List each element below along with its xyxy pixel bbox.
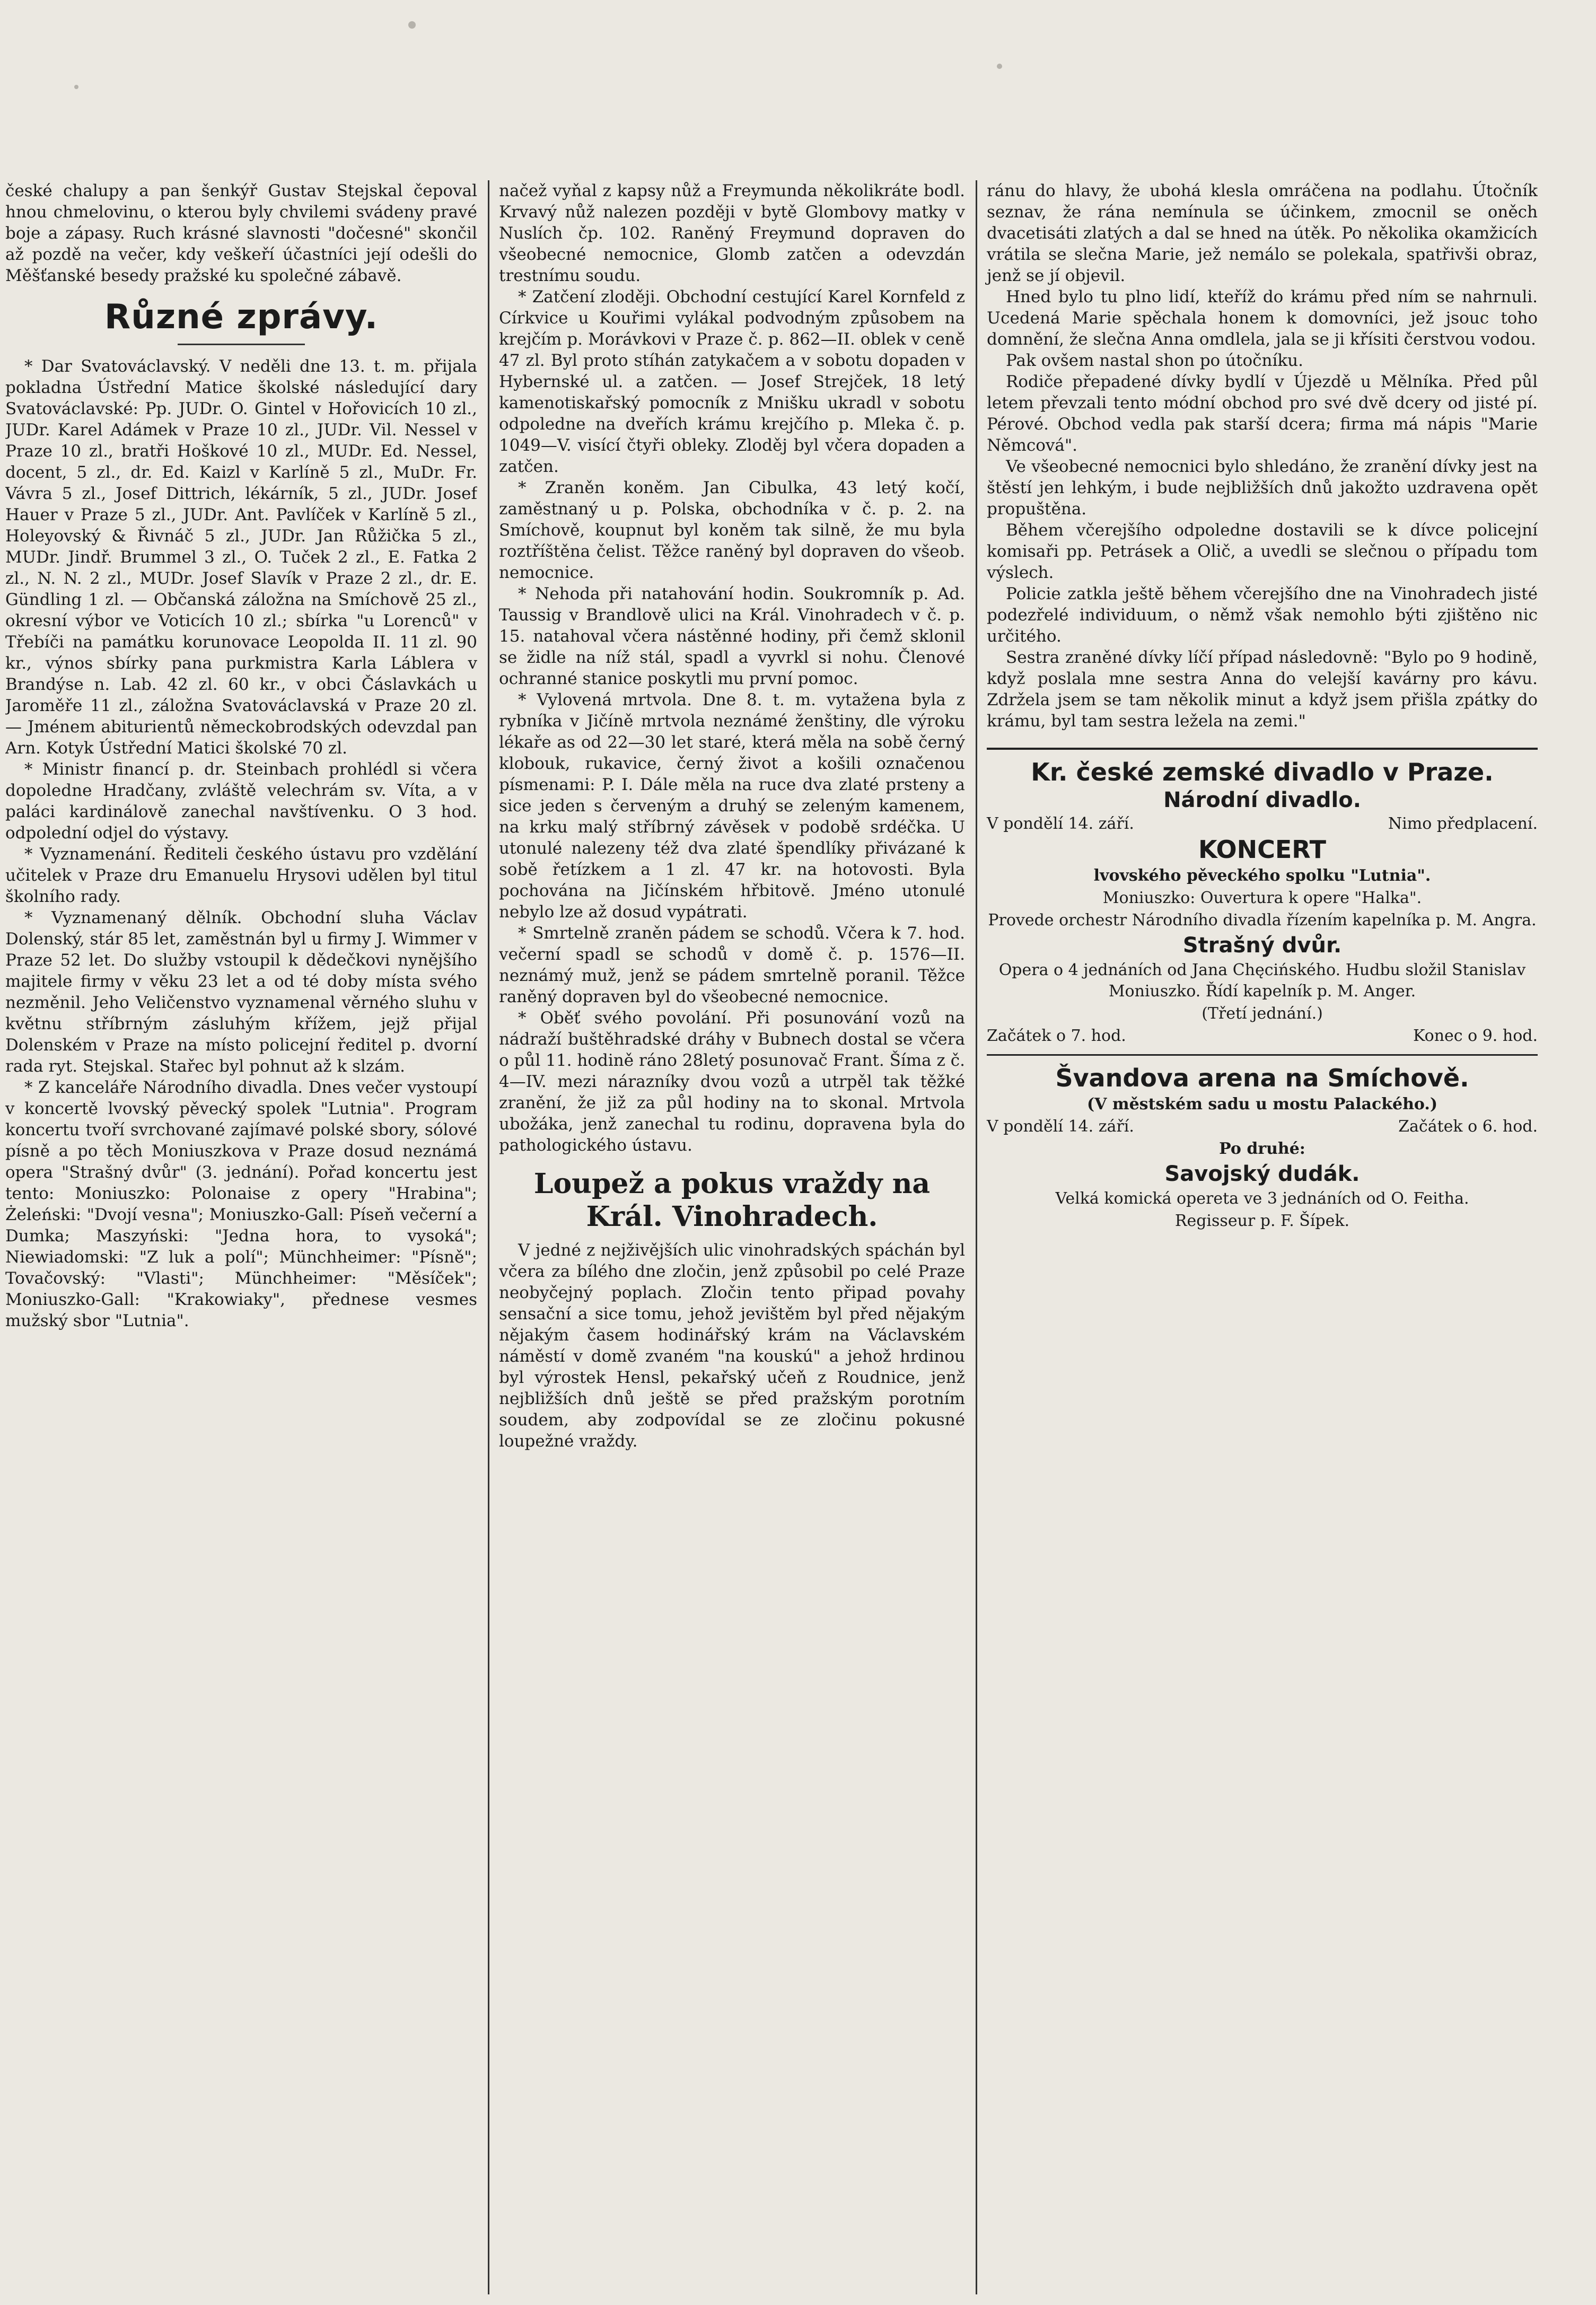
intro-text: načež vyňal z kapsy nůž a Freymunda několikráte bodl. Krvavý nůž nalezen později v bytě Glombovy matky v Nuslích čp. 102. Raněný Freymund dopraven do všeobecné nemocnice, Glomb zatčen a odevzdán trestnímu soudu. xyxy=(499,181,965,285)
concert-line: Moniuszko: Ouvertura k opere "Halka". xyxy=(1102,889,1422,907)
theatre-advertisement xyxy=(987,748,1538,1232)
date-left: V pondělí 14. září. xyxy=(987,814,1134,833)
concert-subtitle: lvovského pěveckého spolku "Lutnia". xyxy=(1093,866,1431,885)
story-text: V jedné z nejživějších ulic vinohradských spáchán byl včera za bílého dne zločin, jenž způsobil po celé Praze neobyčejný poplach. Zločin tento připad povahy sensační a sice tomu, jehož jevištěm byl před nějakým nějakým časem hodinářský krám na Václavském náměstí v domě zvaném "na kouskú" a jehož hrdinou byl výrostek Hensl, pekařský učeň z Roudnice, jenž nejbližších dnů ještě se před pražským porotním soudem, aby zodpovídal se ze zločinu pokusné loupežné vraždy. xyxy=(499,1241,965,1451)
theatre-title: Kr. české zemské divadlo v Praze. xyxy=(1031,758,1494,786)
date-row xyxy=(987,813,1538,835)
start-left: Začátek o 7. hod. xyxy=(987,1027,1126,1045)
news-item: * Dar Svatováclavský. V neděli dne 13. t. m. přijala pokladna Ústřední Matice školské následující dary Svatováclavské: Pp. JUDr. O. Gintel v Hořovicích 10 zl., JUDr. Karel Adámek v Praze 10 zl., JUDr. Vil. Nessel v Praze 10 zl., bratři Hoškové 10 zl., MUDr. Ed. Nessel, docent, 5 zl., dr. Ed. Kaizl v Karlíně 5 zl., MuDr. Fr. Vávra 5 zl., Josef Dittrich, lékárník, 5 zl., JUDr. Josef Hauer v Praze 5 zl., JUDr. Ant. Pavlíček v Karlíně 5 zl., Holeyovský & Řivnáč 5 zl., JUDr. Jan Růžička 5 zl., MUDr. Jindř. Brummel 3 zl., O. Tuček 2 zl., E. Fatka 2 zl., N. N. 2 zl., MUDr. Josef Slavík v Praze 2 zl., dr. E. Gündling 1 zl. — Občanská záložna na Smíchově 25 zl., okresní výbor ve Voticích 10 zl.; sbírka "u Lorenců" v Třebíči na památku korunovace Leopolda II. 11 zl. 90 kr., výnos sbírky pana purkmistra Karla Láblera v Brandýse n. Lab. 42 zl. 60 kr., v obci Čáslavkách u Jaroměře 11 zl., záložna Svatováclavská v Praze 20 zl. — Jménem abiturientů německobrodských odevzdal pan Arn. Kotyk Ústřední Matici školské 70 zl. xyxy=(5,357,477,758)
intro-text: české chalupy a pan šenkýř Gustav Stejskal čepoval hnou chmelovinu, o kterou byly chvilemi svádeny pravé boje a zápasy. Ruch krásné slavnosti "dočesné" skončil až pozdě na večer, kdy veškeří účastníci její odešli do Měšťanské besedy pražské ku společné zábavě. xyxy=(5,181,477,285)
arena-date-left: V pondělí 14. září. xyxy=(987,1117,1134,1136)
start-right: Konec o 9. hod. xyxy=(1413,1027,1538,1045)
paper-speck xyxy=(408,21,416,29)
paper-speck xyxy=(997,64,1002,69)
arena-description: Velká komická opereta ve 3 jednáních od O. Feitha. xyxy=(1055,1189,1469,1208)
arena-director: Regisseur p. F. Šípek. xyxy=(1174,1212,1350,1230)
intro-text: ránu do hlavy, že ubohá klesla omráčena na podlahu. Útočník seznav, že rána nemínula se účinkem, zmocnil se oněch dvacetisáti zlatých a dal se hned na útěk. Po několika okamžicích vrátila se slečna Marie, jež nemálo se polekala, spatřivši obraz, jenž se jí objevil. xyxy=(987,181,1538,285)
story-heading: Loupež a pokus vraždy na Král. Vinohradech. xyxy=(533,1168,931,1233)
news-item: * Zraněn koněm. Jan Cibulka, 43 letý kočí, zaměstnaný u p. Polska, obchodníka v č. p. 2. na Smíchově, koupnut byl koněm tak silně, že mu byla roztříštěna čelist. Těžce raněný byl dopraven do všeob. nemocnice. xyxy=(499,478,965,582)
opera-line: (Třetí jednání.) xyxy=(1202,1004,1323,1023)
column-2 xyxy=(488,180,965,2294)
section-heading: Různé zprávy. xyxy=(104,297,379,337)
arena-date-right: Začátek o 6. hod. xyxy=(1398,1117,1538,1136)
news-item: * Nehoda při natahování hodin. Soukromník p. Ad. Taussig v Brandlově ulici na Král. Vinohradech v č. p. 15. natahoval včera nástěnné hodiny, při čemž sklonil se židle na níž stál, spadl a vyvrkl si nohu. Členové ochranné stanice poskytli mu první pomoc. xyxy=(499,584,965,688)
concert-title: KONCERT xyxy=(1198,835,1327,864)
start-row xyxy=(987,1026,1538,1047)
concert-line: Provede orchestr Národního divadla řízením kapelníka p. M. Angra. xyxy=(988,911,1537,930)
story-paragraph: Sestra zraněné dívky líčí případ následovně: "Bylo po 9 hodině, když poslala mne sestra Anna do velejší kavárny pro kávu. Zdržela jsem se tam několik minut a když jsem přišla zpátky do krámu, byl tam sestra ležela na zemi." xyxy=(987,648,1538,731)
arena-title: Švandova arena na Smíchově. xyxy=(1055,1064,1469,1092)
news-item: * Vylovená mrtvola. Dne 8. t. m. vytažena byla z rybníka v Jičíně mrtvola neznámé ženštiny, dle výroku lékaře as od 22—30 let staré, která měla na sobě černý klobouk, rukavice, černý život a košili označenou písmenami: P. I. Dále měla na ruce dva zlaté prsteny a sice jeden s červeným a druhý se zeleným kamenem, na krku malý stříbrný závěsek v podobě srdéčka. U utonulé nalezeny též dva zlaté špendlíky přivázané k sobě řetízkem a 1 zl. 47 kr. na hotovosti. Byla pochována na Jičínském hřbitově. Jméno utonulé nebylo lze až dosud vypátrati. xyxy=(499,690,965,922)
news-item: * Oběť svého povolání. Při posunování vozů na nádraží buštěhradské dráhy v Bubnech dostal se včera o půl 11. hodině ráno 28letý posunovač Frant. Šíma z č. 4—IV. mezi nárazníky dvou vozů a utrpěl tak těžké zranění, že již za půl hodiny na to skonal. Mrtvola ubožáka, jenž zanechal tu rodinu, dopravena byla do pathologického ústavu. xyxy=(499,1009,965,1155)
arena-play: Savojský dudák. xyxy=(1164,1162,1360,1186)
arena-date-row xyxy=(987,1116,1538,1137)
arena-subtitle: (V městském sadu u mostu Palackého.) xyxy=(1086,1095,1438,1114)
story-paragraph: Během včerejšího odpoledne dostavili se k dívce policejní komisaři pp. Petrásek a Olič, a uvedli se slečnou o případu tom výslech. xyxy=(987,521,1538,582)
news-item: * Vyznamenaný dělník. Obchodní sluha Václav Dolenský, stár 85 let, zaměstnán byl u firmy J. Wimmer v Praze 52 let. Do služby vstoupil k dědečkovi nynějšího majitele firmy v věku 23 let a od té doby místa svého nezměnil. Jeho Veličenstvo vyznamenal věrného sluhu v květnu stříbrným zásluhým křížem, jejž přijal Dolenském v Praze na místo policejní ředitel p. dvorní rada ryt. Stejskal. Stařec byl pohnut až k slzám. xyxy=(5,908,477,1076)
heading-rule xyxy=(178,344,305,345)
news-item: * Vyznamenání. Řediteli českého ústavu pro vzdělání učitelek v Praze dru Emanuelu Hrysovi udělen byl titul školního rady. xyxy=(5,845,477,906)
column-1 xyxy=(5,180,477,2294)
news-item: * Zatčení zloději. Obchodní cestující Karel Kornfeld z Církvice u Kouřimi vylákal podvodným způsobem na krejčím p. Morávkovi v Praze č. p. 862—II. oblek v ceně 47 zl. Byl proto stíhán zatykačem a v sobotu dopaden v Hybernské ul. a zatčen. — Josef Strejček, 18 letý kamenotiskařský pomocník z Mnišku ukradl v sobotu odpoledne na dveřích krámu krejčího p. Mleka č. p. 1049—V. visící čtyři obleky. Zloděj byl včera dopaden a zatčen. xyxy=(499,287,965,476)
news-item: * Smrtelně zraněn pádem se schodů. Včera k 7. hod. večerní spadl se schodů v domě č. p. 1576—II. neznámý muž, jenž se pádem smrtelně poranil. Těžce raněný dopraven byl do všeobecné nemocnice. xyxy=(499,924,965,1006)
story-paragraph: Ve všeobecné nemocnici bylo shledáno, že zranění dívky jest na štěstí jen lehkým, i bude nejbližších dnů jakožto uzdravena opět propuštěna. xyxy=(987,457,1538,519)
opera-title: Strašný dvůr. xyxy=(1182,933,1342,958)
story-paragraph: Hned bylo tu plno lidí, kteříž do krámu před ním se nahrnuli. Ucedená Marie spěchala honem k domovníci, jež jsouc toho domnění, že slečna Anna omdlela, jala se ji křísiti čerstvou vodou. xyxy=(987,287,1538,349)
opera-line: Opera o 4 jednáních od Jana Chęcińského. Hudbu složil Stanislav Moniuszko. Řídí kapelník p. M. Anger. xyxy=(998,961,1526,1001)
ad-separator xyxy=(987,1054,1538,1056)
theatre-subtitle: Národní divadlo. xyxy=(1163,788,1361,812)
story-paragraph: Policie zatkla ještě během včerejšího dne na Vinohradech jisté podezřelé individuum, o němž však nemohlo býti zjištěno nic určitého. xyxy=(987,584,1538,646)
paper-speck xyxy=(74,85,78,89)
news-item: * Ministr financí p. dr. Steinbach prohlédl si včera dopoledne Hradčany, zvláště velechrám sv. Víta, a v paláci kardinálově zanechal navštívenku. O 3 hod. odpolední odjel do výstavy. xyxy=(5,760,477,843)
column-3 xyxy=(976,180,1538,2294)
news-item: * Z kanceláře Národního divadla. Dnes večer vystoupí v koncertě lvovský pěvecký spolek "Lutnia". Program koncertu tvoří svrchované zajímavé polské sbory, sólové písně a po těch Moniuszkova v Praze dosud neznámá opera "Strašný dvůr" (3. jednání). Pořad koncertu jest tento: Moniuszko: Polonaise z opery "Hrabina"; Żeleński: "Dvojí vesna"; Moniuszko-Gall: Píseň večerní a Dumka; Maszyński: "Jedna hora, to vysoká"; Niewiadomski: "Z luk a polí"; Münchheimer: "Písně"; Tovačovský: "Vlasti"; Münchheimer: "Měsíček"; Moniuszko-Gall: "Krakowiaky", přednese vesmes mužský sbor "Lutnia". xyxy=(5,1078,477,1330)
story-paragraph: Rodiče přepadené dívky bydlí v Újezdě u Mělníka. Před půl letem převzali tento módní obchod pro své dvě dcery od jisté pí. Pérové. Obchod vedla pak starší dcera; firma má nápis "Marie Němcová". xyxy=(987,372,1538,455)
story-paragraph: Pak ovšem nastal shon po útočníku. xyxy=(1006,351,1303,370)
arena-second: Po druhé: xyxy=(1219,1140,1305,1158)
date-right: Nimo předplacení. xyxy=(1388,814,1538,833)
